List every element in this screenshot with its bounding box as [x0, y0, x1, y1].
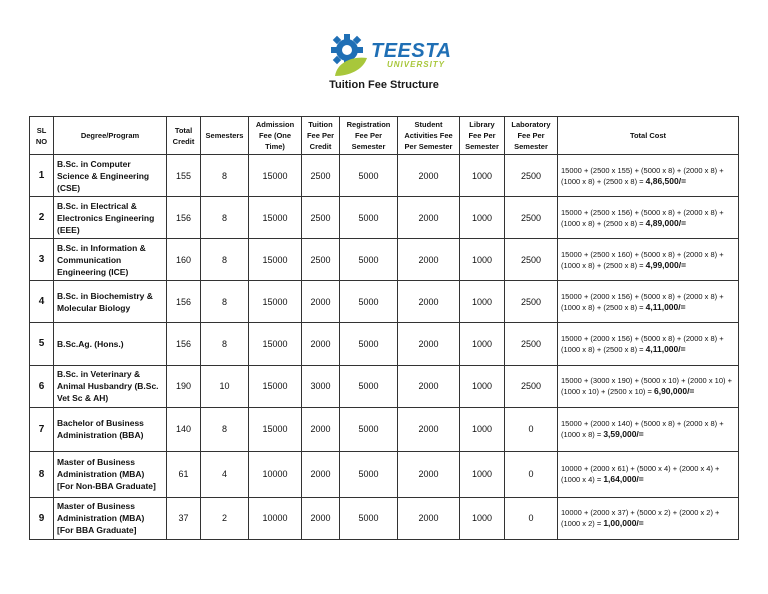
sl-number-cell: 4 — [30, 281, 54, 323]
university-logo — [327, 32, 452, 80]
tuition-fee-per-credit-cell: 2500 — [302, 155, 340, 197]
fee-table — [29, 116, 739, 540]
cost-formula: 15000 + (3000 x 190) + (5000 x 10) + (2000 x 10) + (1000 x 10) + (2500 x 10) = — [561, 376, 732, 397]
degree-program-cell: Master of Business Administration (MBA) [For BBA Graduate] — [54, 497, 167, 539]
cost-formula: 15000 + (2000 x 140) + (5000 x 8) + (2000 x 8) + (1000 x 8) = — [561, 419, 724, 440]
laboratory-fee-cell: 0 — [505, 497, 558, 539]
total-cost-cell — [558, 365, 739, 407]
cost-formula: 15000 + (2500 x 155) + (5000 x 8) + (2000 x 8) + (1000 x 8) + (2500 x 8) = — [561, 165, 724, 186]
cost-formula: 15000 + (2000 x 156) + (5000 x 8) + (2000 x 8) + (1000 x 8) + (2500 x 8) = — [561, 333, 724, 354]
registration-fee-cell: 5000 — [340, 323, 398, 365]
total-cost-cell — [558, 497, 739, 539]
student-activities-fee-cell: 2000 — [398, 365, 460, 407]
cost-formula: 15000 + (2500 x 160) + (5000 x 8) + (2000 x 8) + (1000 x 8) + (2500 x 8) = — [561, 249, 724, 270]
admission-fee-cell: 10000 — [249, 497, 302, 539]
sl-number-cell: 6 — [30, 365, 54, 407]
student-activities-fee-cell: 2000 — [398, 497, 460, 539]
semesters-cell: 8 — [201, 155, 249, 197]
library-fee-cell: 1000 — [460, 239, 505, 281]
sl-number-cell: 5 — [30, 323, 54, 365]
table-row — [30, 281, 739, 323]
semesters-cell: 8 — [201, 323, 249, 365]
tuition-fee-per-credit-cell: 2500 — [302, 197, 340, 239]
laboratory-fee-cell: 2500 — [505, 239, 558, 281]
degree-program-cell: B.Sc. in Information & Communication Engineering (ICE) — [54, 239, 167, 281]
admission-fee-cell: 15000 — [249, 407, 302, 451]
cost-total: 4,89,000/= — [645, 217, 687, 228]
student-activities-fee-cell: 2000 — [398, 451, 460, 497]
laboratory-fee-cell: 0 — [505, 407, 558, 451]
semesters-cell: 2 — [201, 497, 249, 539]
total-cost-cell — [558, 323, 739, 365]
tuition-fee-per-credit-cell: 3000 — [302, 365, 340, 407]
cost-formula: 15000 + (2500 x 156) + (5000 x 8) + (2000 x 8) + (1000 x 8) + (2500 x 8) = — [561, 207, 724, 228]
student-activities-fee-cell: 2000 — [398, 155, 460, 197]
table-row — [30, 407, 739, 451]
sl-number-cell: 1 — [30, 155, 54, 197]
table-row — [30, 451, 739, 497]
sl-number-cell: 2 — [30, 197, 54, 239]
semesters-cell: 10 — [201, 365, 249, 407]
total-credit-cell: 156 — [167, 281, 201, 323]
cost-formula: 15000 + (2000 x 156) + (5000 x 8) + (2000 x 8) + (1000 x 8) + (2500 x 8) = — [561, 291, 724, 312]
col-header: Degree/Program — [54, 117, 167, 155]
document-header — [0, 32, 768, 96]
col-header: Laboratory Fee Per Semester — [505, 117, 558, 155]
sl-number-cell: 8 — [30, 451, 54, 497]
sl-number-cell: 9 — [30, 497, 54, 539]
semesters-cell: 8 — [201, 239, 249, 281]
registration-fee-cell: 5000 — [340, 365, 398, 407]
semesters-cell: 8 — [201, 197, 249, 239]
degree-program-cell: Master of Business Administration (MBA) [For Non-BBA Graduate] — [54, 451, 167, 497]
library-fee-cell: 1000 — [460, 155, 505, 197]
cost-total: 4,11,000/= — [645, 343, 686, 354]
col-header: Library Fee Per Semester — [460, 117, 505, 155]
page-title: Tuition Fee Structure — [329, 79, 439, 91]
laboratory-fee-cell: 2500 — [505, 197, 558, 239]
laboratory-fee-cell: 0 — [505, 451, 558, 497]
cost-formula: 10000 + (2000 x 37) + (5000 x 2) + (2000 x 2) + (1000 x 2) = — [561, 508, 720, 529]
tuition-fee-per-credit-cell: 2000 — [302, 281, 340, 323]
table-header-row — [30, 117, 739, 155]
tuition-fee-per-credit-cell: 2000 — [302, 451, 340, 497]
semesters-cell: 4 — [201, 451, 249, 497]
col-header: Tuition Fee Per Credit — [302, 117, 340, 155]
col-header: SL NO — [30, 117, 54, 155]
registration-fee-cell: 5000 — [340, 451, 398, 497]
cost-total: 4,86,500/= — [645, 175, 687, 186]
brand-name: TEESTA — [371, 40, 452, 62]
tuition-fee-per-credit-cell: 2000 — [302, 407, 340, 451]
student-activities-fee-cell: 2000 — [398, 239, 460, 281]
sl-number-cell: 7 — [30, 407, 54, 451]
total-credit-cell: 140 — [167, 407, 201, 451]
library-fee-cell: 1000 — [460, 197, 505, 239]
cost-total: 3,59,000/= — [603, 429, 644, 440]
laboratory-fee-cell: 2500 — [505, 281, 558, 323]
student-activities-fee-cell: 2000 — [398, 323, 460, 365]
registration-fee-cell: 5000 — [340, 197, 398, 239]
cost-total: 1,64,000/= — [603, 474, 644, 485]
total-credit-cell: 190 — [167, 365, 201, 407]
table-row — [30, 497, 739, 539]
total-cost-cell — [558, 451, 739, 497]
col-header: Admission Fee (One Time) — [249, 117, 302, 155]
col-header: Total Cost — [558, 117, 739, 155]
semesters-cell: 8 — [201, 281, 249, 323]
sl-number-cell: 3 — [30, 239, 54, 281]
laboratory-fee-cell: 2500 — [505, 323, 558, 365]
col-header: Semesters — [201, 117, 249, 155]
table-row — [30, 155, 739, 197]
col-header: Total Credit — [167, 117, 201, 155]
degree-program-cell: B.Sc. in Veterinary & Animal Husbandry (B.Sc. Vet Sc & AH) — [54, 365, 167, 407]
total-credit-cell: 156 — [167, 323, 201, 365]
gear-leaf-icon — [327, 32, 373, 78]
degree-program-cell: B.Sc. in Electrical & Electronics Engineering (EEE) — [54, 197, 167, 239]
library-fee-cell: 1000 — [460, 365, 505, 407]
registration-fee-cell: 5000 — [340, 497, 398, 539]
total-cost-cell — [558, 197, 739, 239]
admission-fee-cell: 15000 — [249, 197, 302, 239]
cost-total: 4,11,000/= — [645, 301, 686, 312]
registration-fee-cell: 5000 — [340, 281, 398, 323]
library-fee-cell: 1000 — [460, 323, 505, 365]
tuition-fee-per-credit-cell: 2500 — [302, 239, 340, 281]
library-fee-cell: 1000 — [460, 451, 505, 497]
total-credit-cell: 61 — [167, 451, 201, 497]
col-header: Registration Fee Per Semester — [340, 117, 398, 155]
admission-fee-cell: 15000 — [249, 365, 302, 407]
laboratory-fee-cell: 2500 — [505, 365, 558, 407]
table-row — [30, 239, 739, 281]
total-credit-cell: 37 — [167, 497, 201, 539]
cost-total: 6,90,000/= — [653, 386, 695, 397]
registration-fee-cell: 5000 — [340, 155, 398, 197]
total-cost-cell — [558, 155, 739, 197]
admission-fee-cell: 15000 — [249, 155, 302, 197]
col-header: Student Activities Fee Per Semester — [398, 117, 460, 155]
tuition-fee-per-credit-cell: 2000 — [302, 323, 340, 365]
degree-program-cell: B.Sc. in Biochemistry & Molecular Biology — [54, 281, 167, 323]
admission-fee-cell: 15000 — [249, 239, 302, 281]
degree-program-cell: B.Sc.Ag. (Hons.) — [54, 323, 167, 365]
admission-fee-cell: 15000 — [249, 281, 302, 323]
library-fee-cell: 1000 — [460, 281, 505, 323]
cost-formula: 10000 + (2000 x 61) + (5000 x 4) + (2000 x 4) + (1000 x 4) = — [561, 464, 720, 485]
registration-fee-cell: 5000 — [340, 239, 398, 281]
tuition-fee-per-credit-cell: 2000 — [302, 497, 340, 539]
library-fee-cell: 1000 — [460, 407, 505, 451]
admission-fee-cell: 10000 — [249, 451, 302, 497]
total-credit-cell: 160 — [167, 239, 201, 281]
registration-fee-cell: 5000 — [340, 407, 398, 451]
student-activities-fee-cell: 2000 — [398, 407, 460, 451]
table-row — [30, 197, 739, 239]
table-row — [30, 323, 739, 365]
brand-subtitle: UNIVERSITY — [387, 60, 446, 69]
total-cost-cell — [558, 281, 739, 323]
student-activities-fee-cell: 2000 — [398, 281, 460, 323]
cost-total: 1,00,000/= — [603, 518, 644, 529]
degree-program-cell: B.Sc. in Computer Science & Engineering (CSE) — [54, 155, 167, 197]
total-credit-cell: 155 — [167, 155, 201, 197]
library-fee-cell: 1000 — [460, 497, 505, 539]
semesters-cell: 8 — [201, 407, 249, 451]
degree-program-cell: Bachelor of Business Administration (BBA) — [54, 407, 167, 451]
laboratory-fee-cell: 2500 — [505, 155, 558, 197]
admission-fee-cell: 15000 — [249, 323, 302, 365]
total-cost-cell — [558, 407, 739, 451]
total-credit-cell: 156 — [167, 197, 201, 239]
table-row — [30, 365, 739, 407]
student-activities-fee-cell: 2000 — [398, 197, 460, 239]
total-cost-cell — [558, 239, 739, 281]
cost-total: 4,99,000/= — [645, 259, 687, 270]
